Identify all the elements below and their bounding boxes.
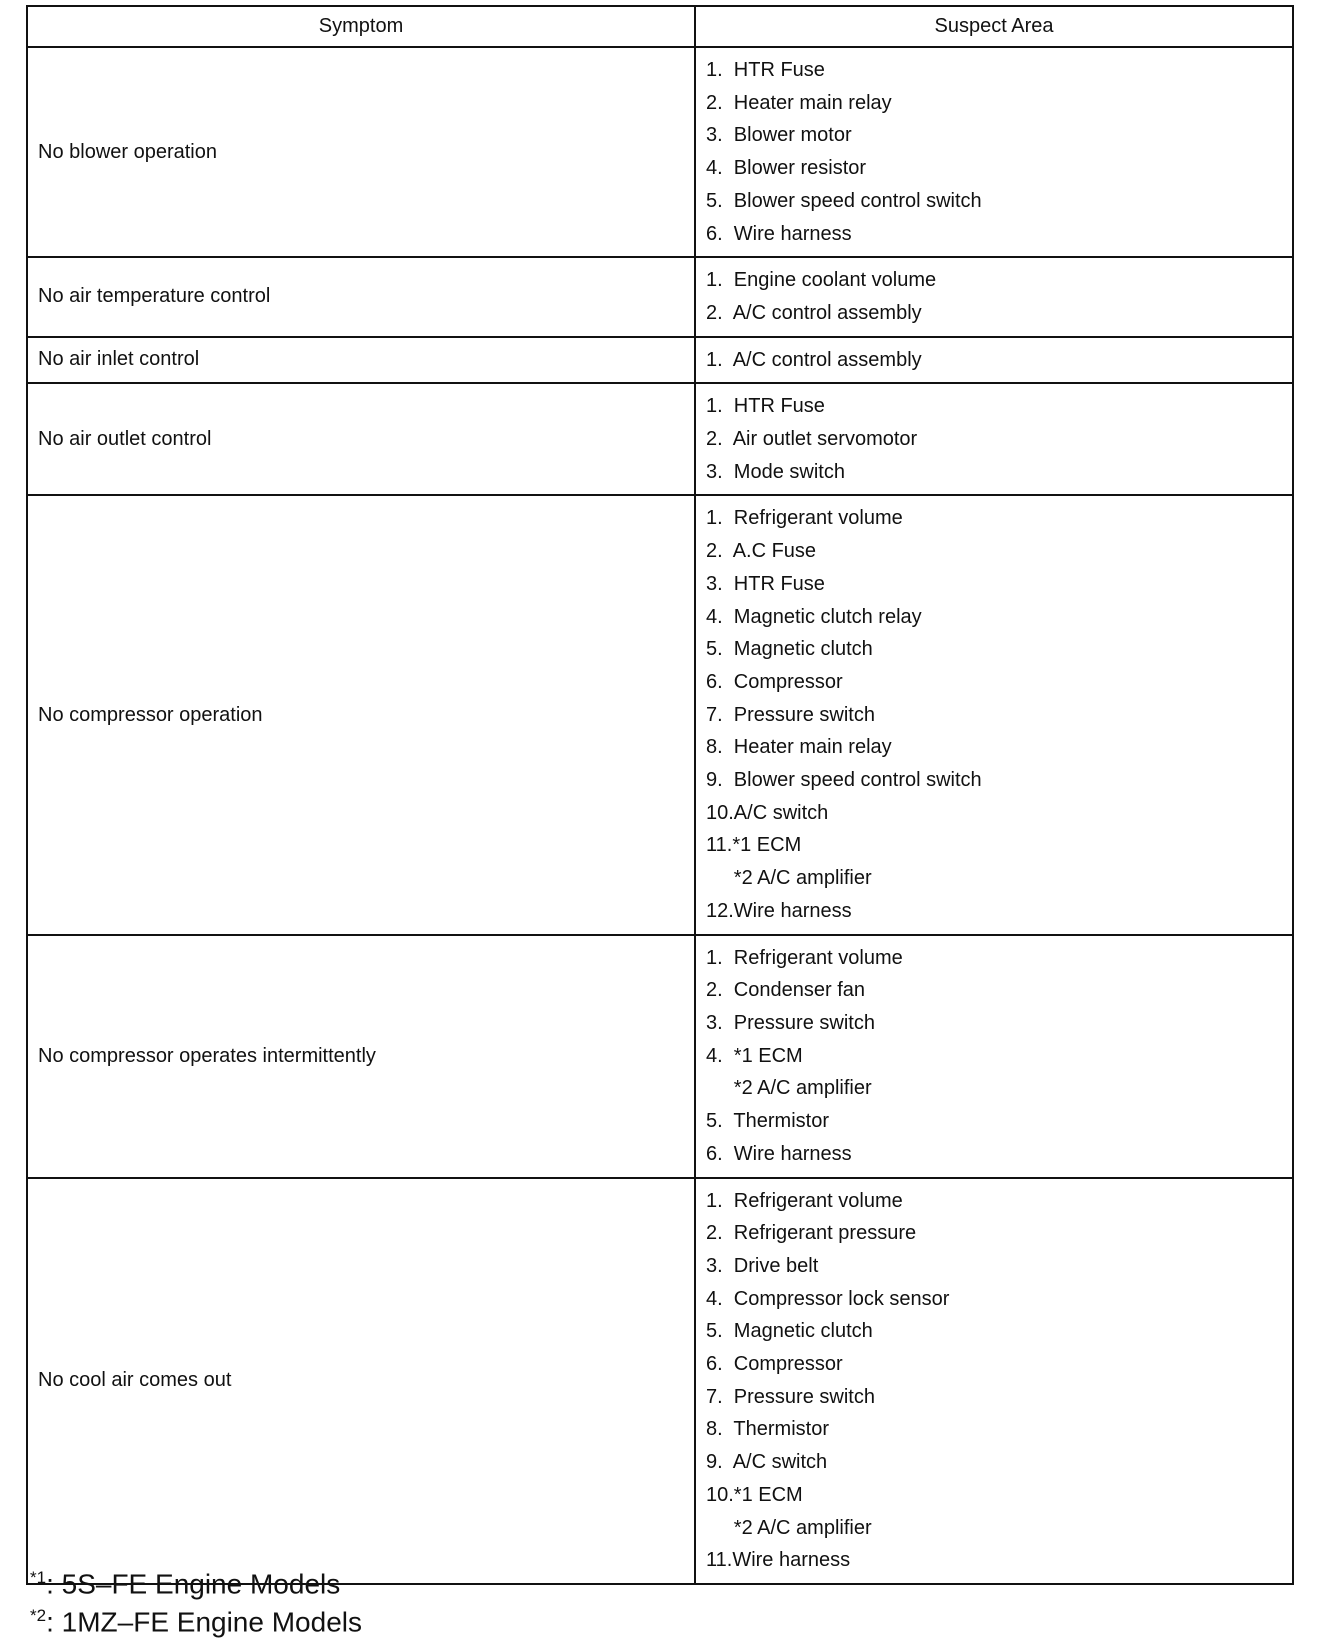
table-row — [27, 47, 1293, 257]
suspect-item: 11.*1 ECM — [706, 834, 802, 857]
suspect-item: 2. Heater main relay — [706, 91, 892, 114]
suspect-item: 5. Magnetic clutch — [706, 1320, 873, 1343]
footnote-mark: *1 — [30, 1568, 47, 1587]
suspect-item: 11.Wire harness — [706, 1549, 851, 1572]
suspect-area-cell — [695, 495, 1293, 934]
suspect-list — [706, 496, 1282, 933]
suspect-item: 2. Refrigerant pressure — [706, 1222, 917, 1245]
suspect-item: 12.Wire harness — [706, 899, 852, 922]
table-row — [27, 495, 1293, 934]
symptom-cell: No air outlet control — [27, 383, 695, 495]
suspect-item: 3. HTR Fuse — [706, 572, 825, 595]
suspect-item: 7. Pressure switch — [706, 703, 875, 726]
suspect-item: 6. Compressor — [706, 670, 843, 693]
suspect-item: 3. Blower motor — [706, 124, 852, 147]
symptom-cell: No blower operation — [27, 47, 695, 257]
suspect-item: 1. HTR Fuse — [706, 59, 825, 81]
suspect-item: 1. Refrigerant volume — [706, 1189, 903, 1212]
suspect-list — [706, 936, 1282, 1177]
suspect-list — [706, 1179, 1282, 1583]
suspect-area-cell — [695, 257, 1293, 336]
suspect-item: 2. Air outlet servomotor — [706, 428, 918, 451]
footnote-2 — [30, 1606, 362, 1638]
table-row — [27, 337, 1293, 384]
suspect-item: 10.*1 ECM — [706, 1483, 803, 1506]
suspect-item: 9. A/C switch — [706, 1451, 828, 1474]
suspect-item: 6. Wire harness — [706, 222, 852, 245]
table-row — [27, 383, 1293, 495]
suspect-item: 4. *1 ECM — [706, 1044, 803, 1067]
table-row — [27, 257, 1293, 336]
suspect-item: 8. Heater main relay — [706, 736, 892, 759]
suspect-area-cell — [695, 1178, 1293, 1584]
suspect-item: 6. Wire harness — [706, 1142, 852, 1165]
diagnosis-table — [26, 5, 1294, 1585]
header-suspect-area: Suspect Area — [695, 6, 1293, 47]
suspect-area-cell — [695, 47, 1293, 257]
suspect-list — [706, 384, 1282, 494]
suspect-item: 3. Pressure switch — [706, 1011, 875, 1034]
suspect-item: 5. Magnetic clutch — [706, 638, 873, 661]
suspect-item: 10.A/C switch — [706, 801, 829, 824]
suspect-item: 7. Pressure switch — [706, 1385, 875, 1408]
symptom-cell: No compressor operates intermittently — [27, 935, 695, 1178]
suspect-area-cell — [695, 383, 1293, 495]
suspect-item: 2. A.C Fuse — [706, 540, 817, 563]
suspect-item: 1. HTR Fuse — [706, 395, 825, 418]
suspect-item: 4. Blower resistor — [706, 157, 867, 180]
suspect-item: 1. Refrigerant volume — [706, 507, 903, 530]
symptom-cell: No compressor operation — [27, 495, 695, 934]
table-row — [27, 1178, 1293, 1584]
suspect-item: *2 A/C amplifier — [706, 1077, 872, 1100]
symptom-cell: No air temperature control — [27, 257, 695, 336]
suspect-item: 1. Refrigerant volume — [706, 946, 903, 969]
suspect-item: 2. A/C control assembly — [706, 301, 922, 324]
suspect-area-cell — [695, 337, 1293, 384]
footnote-text: : 5S–FE Engine Models — [46, 1568, 341, 1600]
suspect-item: 5. Thermistor — [706, 1110, 829, 1133]
footnote-text: : 1MZ–FE Engine Models — [46, 1606, 362, 1638]
suspect-item: 3. Mode switch — [706, 460, 845, 483]
suspect-item: 9. Blower speed control switch — [706, 769, 982, 792]
suspect-item: 1. A/C control assembly — [706, 348, 922, 371]
suspect-item: 5. Blower speed control switch — [706, 189, 982, 212]
suspect-item: *2 A/C amplifier — [706, 867, 872, 890]
suspect-item: 1. Engine coolant volume — [706, 269, 937, 292]
suspect-item: 8. Thermistor — [706, 1418, 829, 1441]
symptom-cell: No cool air comes out — [27, 1178, 695, 1584]
suspect-item: 4. Magnetic clutch relay — [706, 605, 922, 628]
header-symptom: Symptom — [27, 6, 695, 47]
suspect-area-cell — [695, 935, 1293, 1178]
footnote-mark: *2 — [30, 1606, 47, 1625]
footnote-1 — [30, 1568, 340, 1600]
suspect-item: 6. Compressor — [706, 1353, 843, 1376]
table-row — [27, 935, 1293, 1178]
suspect-item: 2. Condenser fan — [706, 979, 865, 1002]
suspect-item: 4. Compressor lock sensor — [706, 1287, 950, 1310]
suspect-list — [706, 258, 1282, 335]
suspect-list — [706, 338, 1282, 383]
symptom-cell: No air inlet control — [27, 337, 695, 384]
suspect-item: 3. Drive belt — [706, 1254, 819, 1277]
suspect-list — [706, 48, 1282, 256]
suspect-item: *2 A/C amplifier — [706, 1516, 872, 1539]
